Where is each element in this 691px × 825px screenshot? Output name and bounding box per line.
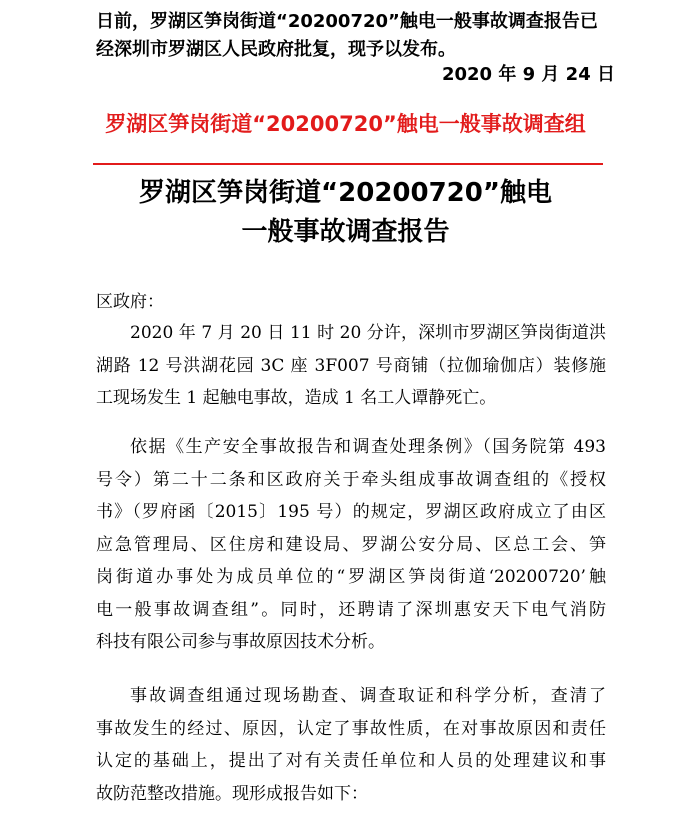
intro-line-1: 日前，罗湖区笋岗街道“20200720”触电一般事故调查报告已 [96, 11, 598, 32]
issuer-heading: 罗湖区笋岗街道“20200720”触电一般事故调查组 [105, 112, 586, 136]
paragraph-line: 故防范整改措施。现形成报告如下： [96, 783, 368, 804]
paragraph-line: 岗街道办事处为成员单位的“罗湖区笋岗街道‘20200720’触 [96, 567, 606, 587]
salutation-text: 区政府： [96, 292, 164, 312]
paragraph-line: 认定的基础上，提出了对有关责任单位和人员的处理建议和事 [96, 751, 606, 771]
paragraph-line: 事故调查组通过现场勘查、调查取证和科学分析，查清了 [130, 686, 606, 706]
paragraph-line: 依据《生产安全事故报告和调查处理条例》（国务院第 493 [130, 437, 606, 457]
red-divider [93, 163, 603, 165]
report-title-line-1: 罗湖区笋岗街道“20200720”触电 [139, 178, 552, 208]
intro-line-2: 经深圳市罗湖区人民政府批复，现予以发布。 [96, 39, 456, 60]
paragraph-line: 科技有限公司参与事故原因技术分析。 [96, 632, 385, 652]
paragraph-1 [96, 317, 606, 415]
paragraph-2 [96, 431, 606, 659]
paragraph-line: 电一般事故调查组”。同时，还聘请了深圳惠安天下电气消防 [96, 599, 606, 620]
paragraph-3 [96, 680, 606, 810]
paragraph-line: 书》（罗府函〔2015〕195 号）的规定，罗湖区政府成立了由区 [96, 502, 606, 522]
report-title-line-2: 一般事故调查报告 [241, 217, 450, 247]
paragraph-line: 应急管理局、区住房和建设局、罗湖公安分局、区总工会、笋 [96, 534, 606, 555]
salutation [96, 286, 606, 319]
paragraph-line: 号令）第二十二条和区政府关于牵头组成事故调查组的《授权 [96, 469, 606, 490]
paragraph-line: 2020 年 7 月 20 日 11 时 20 分许，深圳市罗湖区笋岗街道洪 [130, 323, 606, 343]
paragraph-line: 事故发生的经过、原因，认定了事故性质，在对事故原因和责任 [96, 718, 606, 739]
paragraph-line: 工现场发生 1 起触电事故，造成 1 名工人谭静死亡。 [96, 388, 497, 408]
paragraph-line: 湖路 12 号洪湖花园 3C 座 3F007 号商铺（拉伽瑜伽店）装修施 [96, 355, 606, 376]
publish-date: 2020 年 9 月 24 日 [441, 64, 615, 85]
